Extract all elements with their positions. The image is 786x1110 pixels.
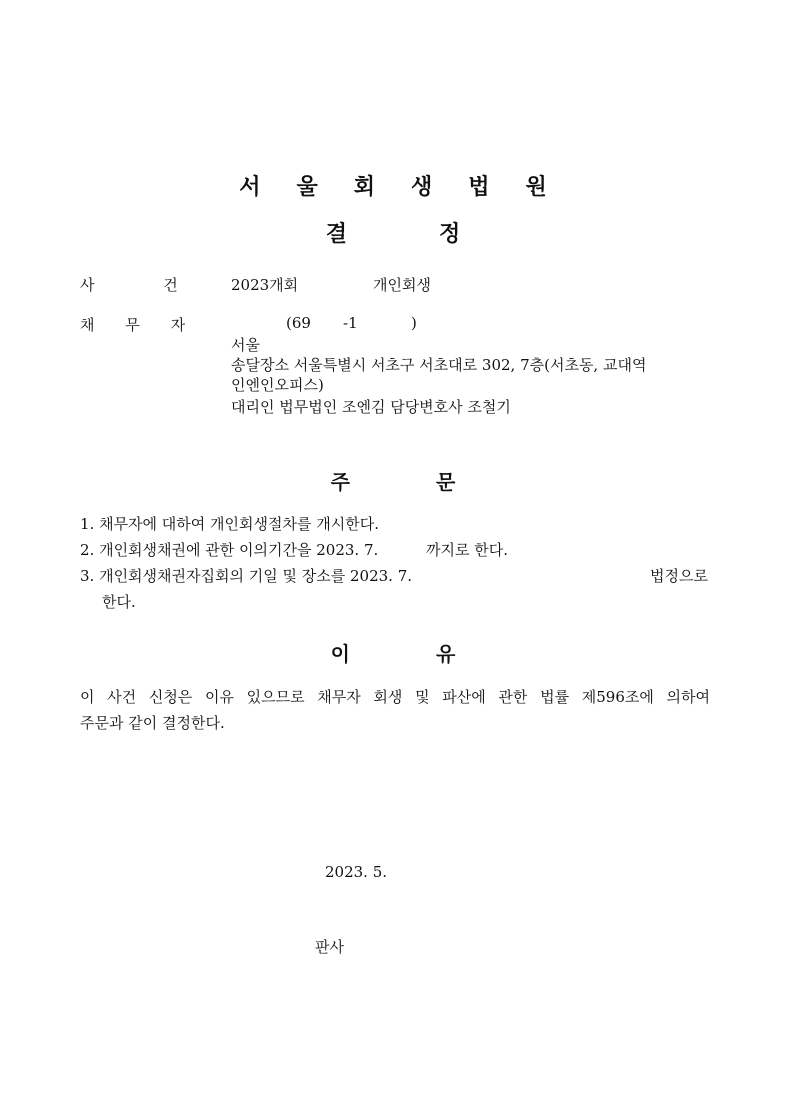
debtor-id-part1: (69	[286, 314, 311, 332]
service-address-line2: 인엔인오피스)	[231, 376, 324, 394]
document-title-char: 정	[439, 222, 461, 247]
document-title-char: 결	[325, 222, 347, 247]
court-name-char: 울	[296, 175, 318, 200]
debtor-label-char: 채	[80, 316, 95, 334]
order-heading-char: 문	[436, 470, 456, 494]
reason-heading-char: 이	[330, 642, 350, 666]
court-name-char: 법	[468, 175, 490, 200]
court-name-char: 회	[353, 175, 375, 200]
order-item-3-continuation: 한다.	[102, 593, 136, 611]
case-label	[80, 274, 178, 295]
reason-heading	[0, 638, 786, 667]
order-item-2-start: 2. 개인회생채권에 관한 이의기간을 2023. 7.	[80, 541, 379, 559]
decision-date: 2023. 5.	[325, 863, 388, 881]
judge-label: 판사	[315, 938, 344, 956]
reason-line-2: 주문과 같이 결정한다.	[80, 714, 225, 732]
order-heading	[0, 466, 786, 495]
order-item-3-end: 법정으로	[650, 567, 708, 585]
document-title	[0, 217, 786, 248]
court-name-char: 생	[411, 175, 433, 200]
court-name	[0, 170, 786, 201]
debtor-address: 서울	[231, 336, 260, 354]
case-label-char: 건	[163, 276, 178, 294]
case-type: 개인회생	[373, 276, 431, 294]
court-name-char: 서	[239, 175, 261, 200]
order-item-1: 1. 채무자에 대하여 개인회생절차를 개시한다.	[80, 515, 379, 533]
debtor-label-char: 무	[125, 316, 140, 334]
case-label-char: 사	[80, 276, 95, 294]
debtor-id-close: )	[411, 314, 417, 332]
debtor-label	[80, 314, 185, 335]
court-name-char: 원	[525, 175, 547, 200]
order-item-3-start: 3. 개인회생채권자집회의 기일 및 장소를 2023. 7.	[80, 567, 413, 585]
order-item-2-end: 까지로 한다.	[426, 541, 508, 559]
attorney-line: 대리인 법무법인 조엔김 담당변호사 조철기	[231, 398, 511, 416]
order-heading-char: 주	[330, 470, 350, 494]
reason-line-1: 이 사건 신청은 이유 있으므로 채무자 회생 및 파산에 관한 법률 제596조에 의하여	[80, 688, 710, 706]
service-address-line1: 송달장소 서울특별시 서초구 서초대로 302, 7층(서초동, 교대역	[231, 356, 647, 374]
debtor-id-part2: -1	[343, 314, 358, 332]
debtor-label-char: 자	[170, 316, 186, 334]
case-number-prefix: 2023개회	[231, 276, 299, 294]
reason-heading-char: 유	[436, 642, 456, 666]
